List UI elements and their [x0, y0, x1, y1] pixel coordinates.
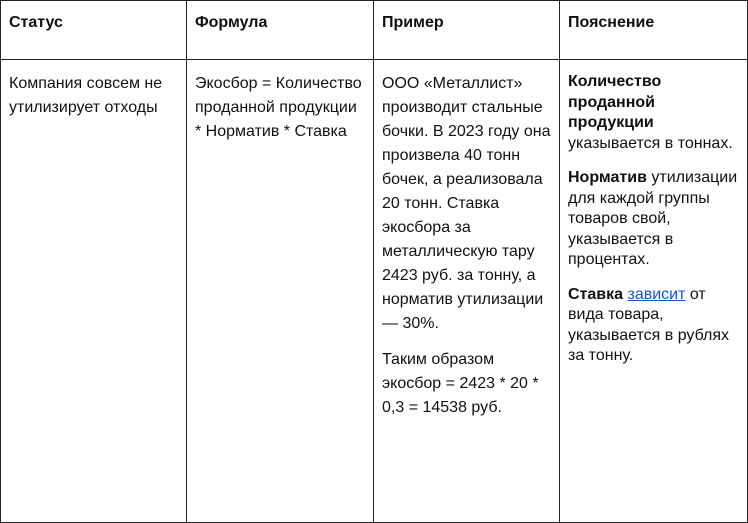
header-example: Пример — [374, 1, 560, 60]
header-status: Статус — [1, 1, 187, 60]
cell-formula — [187, 60, 374, 523]
note-norm-text: утилизации для каждой группы товаров свой, указывается в процентах. — [568, 169, 738, 268]
note-quantity — [568, 72, 739, 154]
cell-status — [1, 60, 187, 523]
note-rate-text: от вида товара, указывается в рублях за тонну. — [568, 285, 730, 364]
example-paragraph-1: ООО «Металлист» производит стальные бочки. В 2023 году она произвела 40 тонн бочек, а реализовала 20 тонн. Ставка экосбора за металлическую тару 2423 руб. за тонну, а норматив утилизации — 30%. — [382, 75, 551, 332]
rate-depends-link[interactable]: зависит — [627, 285, 686, 303]
note-rate — [568, 285, 739, 367]
example-paragraph-2: Таким образом экосбор = 2423 * 20 * 0,3 = 14538 руб. — [382, 351, 539, 416]
note-norm — [568, 168, 739, 271]
note-rate-term: Ставка — [568, 285, 624, 303]
formula-text: Экосбор = Количество проданной продукции * Норматив * Ставка — [195, 75, 362, 140]
header-formula: Формула — [187, 1, 374, 60]
note-quantity-term: Количество проданной продукции — [568, 73, 662, 131]
note-norm-term: Норматив — [568, 169, 647, 186]
cell-explanation — [560, 60, 748, 523]
note-quantity-text: указывается в тоннах. — [568, 134, 733, 152]
header-explanation: Пояснение — [560, 1, 748, 60]
table-header-row — [1, 1, 748, 60]
status-text: Компания совсем не утилизирует отходы — [9, 75, 163, 116]
table-row — [1, 60, 748, 523]
cell-example — [374, 60, 560, 523]
